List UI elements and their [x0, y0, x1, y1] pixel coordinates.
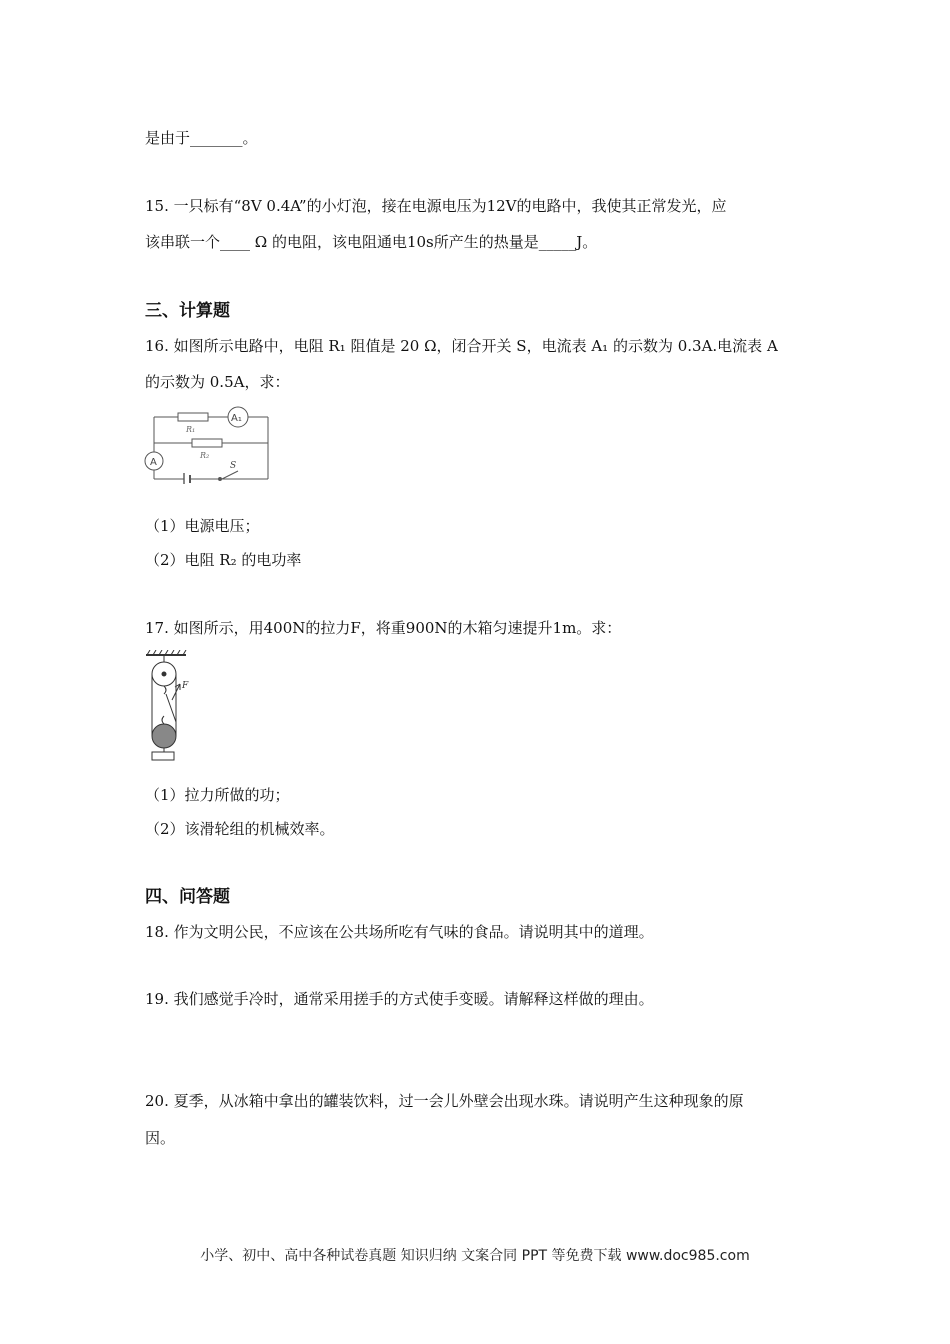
text-line-1: 是由于_______。: [145, 129, 258, 147]
label-a1: A₁: [231, 413, 242, 424]
question-20-line-2: 因。: [145, 1129, 176, 1147]
label-a: A: [150, 457, 157, 468]
question-17-line: 17. 如图所示，用400N的拉力F，将重900N的木箱匀速提升1m。求：: [145, 619, 622, 637]
question-16-part-2: （2）电阻 R₂ 的电功率: [145, 551, 302, 569]
question-16-part-1: （1）电源电压；: [145, 517, 260, 535]
question-16-line-2: 的示数为 0.5A，求：: [145, 373, 290, 391]
section-4-heading: 四、问答题: [145, 887, 230, 907]
question-15-line-1: 15. 一只标有“8V 0.4A”的小灯泡，接在电源电压为12V的电路中，我使其正常发光，应: [145, 197, 727, 215]
resistor-r1: [178, 413, 208, 421]
page-footer: 小学、初中、高中各种试卷真题 知识归纳 文案合同 PPT 等免费下载 www.doc985.com: [200, 1248, 750, 1264]
question-18-line: 18. 作为文明公民，不应该在公共场所吃有气味的食品。请说明其中的道理。: [145, 923, 654, 941]
circuit-diagram: [140, 402, 280, 484]
question-15-line-2: 该串联一个____ Ω 的电阻，该电阻通电10s所产生的热量是_____J。: [145, 233, 598, 251]
label-s: S: [230, 461, 237, 471]
question-17-part-1: （1）拉力所做的功；: [145, 786, 290, 804]
resistor-r2: [192, 439, 222, 447]
label-r1: R₁: [186, 425, 196, 434]
movable-pulley: [152, 724, 176, 748]
section-3-heading: 三、计算题: [145, 301, 230, 321]
switch: [222, 471, 238, 479]
pulley-diagram: [142, 650, 202, 762]
question-16-line-1: 16. 如图所示电路中，电阻 R₁ 阻值是 20 Ω，闭合开关 S，电流表 A₁ 的示数为 0.3A.电流表 A: [145, 337, 778, 355]
question-17-part-2: （2）该滑轮组的机械效率。: [145, 820, 335, 838]
question-19-line: 19. 我们感觉手冷时，通常采用搓手的方式使手变暖。请解释这样做的理由。: [145, 990, 654, 1008]
label-f: F: [182, 681, 189, 691]
wooden-box: [152, 752, 174, 760]
question-20-line-1: 20. 夏季，从冰箱中拿出的罐装饮料，过一会儿外壁会出现水珠。请说明产生这种现象的原: [145, 1092, 744, 1110]
label-r2: R₂: [200, 451, 210, 460]
